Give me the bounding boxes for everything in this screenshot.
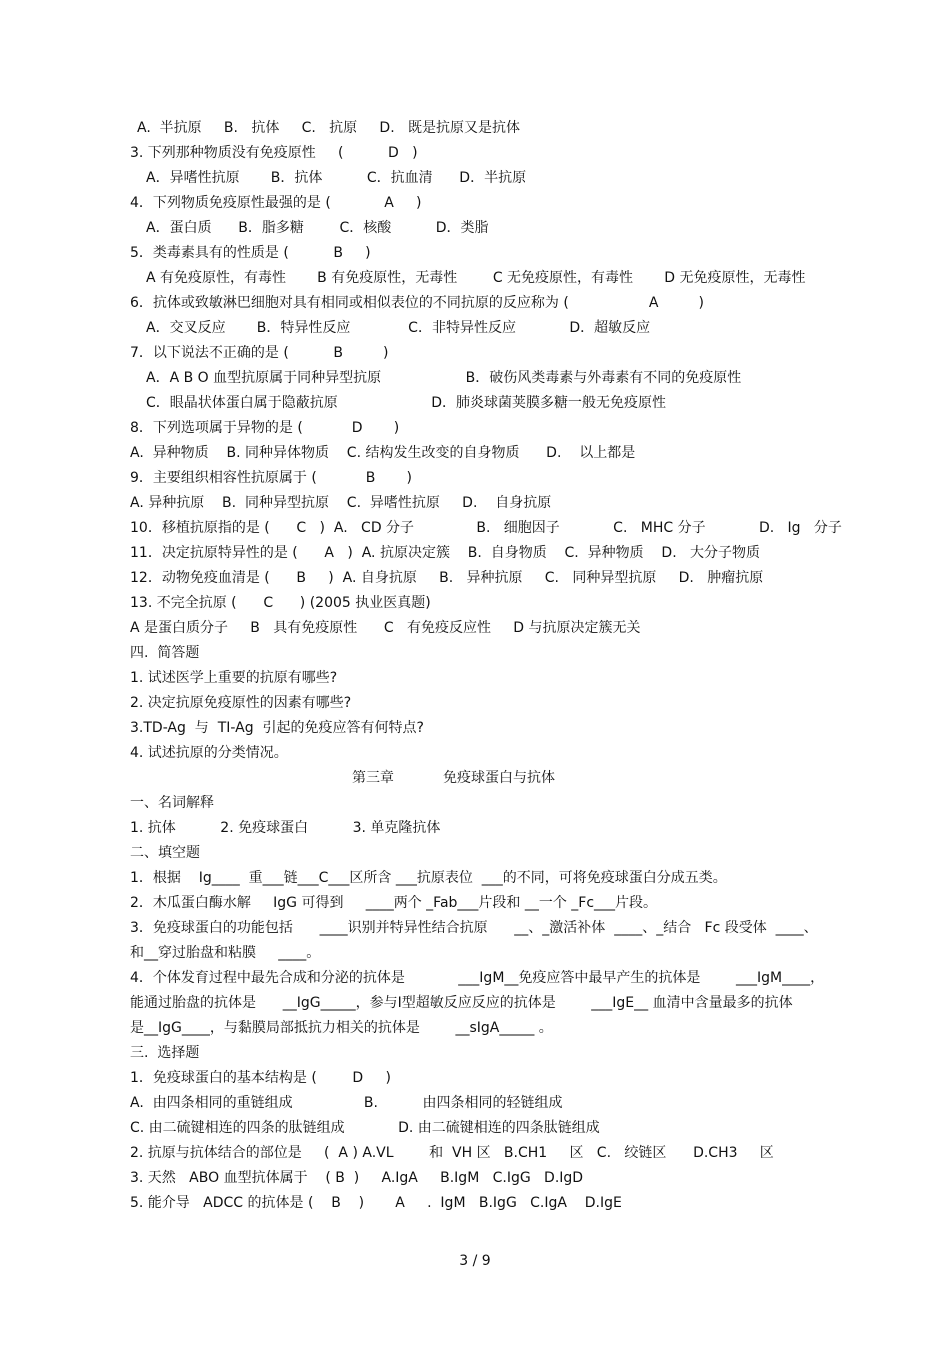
text-line: A 有免疫原性，有毒性 B 有免疫原性，无毒性 C 无免疫原性，有毒性 D 无免疫原性，无毒性 bbox=[146, 270, 806, 286]
section-heading: 一、名词解释 bbox=[130, 795, 214, 811]
text-line: A．A B O 血型抗原属于同种异型抗原 B．破伤风类毒素与外毒素有不同的免疫原性 bbox=[146, 370, 742, 386]
page-number: 3 / 9 bbox=[459, 1253, 491, 1269]
text-line: A 是蛋白质分子 B 具有免疫原性 C 有免疫反应性 D 与抗原决定簇无关 bbox=[130, 620, 641, 636]
text-line: 3.TD-Ag 与 TI-Ag 引起的免疫应答有何特点? bbox=[130, 720, 424, 736]
text-line: 5．类毒素具有的性质是 ( B ) bbox=[130, 245, 371, 261]
text-line: 13. 不完全抗原 ( C ) (2005 执业医真题) bbox=[130, 595, 431, 611]
text-line: 12．动物免疫血清是 ( B ) A. 自身抗原 B. 异种抗原 C. 同种异型抗原 D. 肿瘤抗原 bbox=[130, 570, 764, 586]
chapter-title: 第三章 免疫球蛋白与抗体 bbox=[352, 770, 555, 786]
text-line: 11．决定抗原特异性的是 ( A ) A. 抗原决定簇 B. 自身物质 C. 异种物质 D. 大分子物质 bbox=[130, 545, 761, 561]
text-line: 能通过胎盘的抗体是 __IgG_____，参与Ⅰ型超敏反应反应的抗体是 ___IgE__ 血清中含量最多的抗体 bbox=[130, 995, 793, 1011]
text-line: A．交叉反应 B．特异性反应 C．非特异性反应 D．超敏反应 bbox=[146, 320, 651, 336]
text-line: 和__穿过胎盘和粘膜 ____。 bbox=[130, 945, 321, 961]
text-line: 1．免疫球蛋白的基本结构是 ( D ) bbox=[130, 1070, 391, 1086]
text-line: A. 由四条相同的重链组成 B. 由四条相同的轻链组成 bbox=[130, 1095, 563, 1111]
text-line: 2. 抗原与抗体结合的部位是 ( A ) A.VL 和 VH 区 B.CH1 区 C. 绞链区 D.CH3 区 bbox=[130, 1145, 774, 1161]
text-line: A. 半抗原 B. 抗体 C. 抗原 D. 既是抗原又是抗体 bbox=[137, 120, 520, 136]
section-heading: 二、填空题 bbox=[130, 845, 200, 861]
text-line: 6．抗体或致敏淋巴细胞对具有相同或相似表位的不同抗原的反应称为 ( A ) bbox=[130, 295, 705, 311]
text-line: 10．移植抗原指的是 ( C ) A. CD 分子 B. 细胞因子 C. MHC 分子 D. Ig 分子 bbox=[130, 520, 842, 536]
text-line: 5. 能介导 ADCC 的抗体是 ( B ) A . IgM B.IgG C.IgA D.IgE bbox=[130, 1195, 622, 1211]
text-line: 8．下列选项属于异物的是 ( D ) bbox=[130, 420, 400, 436]
text-line: C. 由二硫键相连的四条的肽链组成 D. 由二硫键相连的四条肽链组成 bbox=[130, 1120, 600, 1136]
text-line: A. 异种抗原 B. 同种异型抗原 C. 异嗜性抗原 D. 自身抗原 bbox=[130, 495, 552, 511]
section-heading: 四. 简答题 bbox=[130, 645, 200, 661]
text-line: 3. 下列那种物质没有免疫原性 ( D ) bbox=[130, 145, 418, 161]
text-line: 3．免疫球蛋白的功能包括 ____识别并特异性结合抗原 __、_激活补体 ____、_结合 Fc 段受体 ____、 bbox=[130, 920, 818, 936]
text-line: 4. 试述抗原的分类情况。 bbox=[130, 745, 288, 761]
text-line: A．异嗜性抗原 B．抗体 C．抗血清 D．半抗原 bbox=[146, 170, 527, 186]
text-line: 9．主要组织相容性抗原属于 ( B ) bbox=[130, 470, 412, 486]
text-line: A．蛋白质 B．脂多糖 C．核酸 D．类脂 bbox=[146, 220, 489, 236]
text-line: 2. 决定抗原免疫原性的因素有哪些? bbox=[130, 695, 352, 711]
text-line: 是__IgG____，与黏膜局部抵抗力相关的抗体是 __sIgA_____ 。 bbox=[130, 1020, 553, 1036]
text-line: 2．木瓜蛋白酶水解 IgG 可得到 ____两个 _Fab___片段和 __一个 _Fc___片段。 bbox=[130, 895, 658, 911]
text-line: 1. 抗体 2. 免疫球蛋白 3. 单克隆抗体 bbox=[130, 820, 441, 836]
text-line: 4．下列物质免疫原性最强的是 ( A ) bbox=[130, 195, 422, 211]
text-line: 1．根据 Ig____ 重___链___C___区所含 ___抗原表位 ___的不同，可将免疫球蛋白分成五类。 bbox=[130, 870, 727, 886]
section-heading: 三. 选择题 bbox=[130, 1045, 200, 1061]
text-line: C．眼晶状体蛋白属于隐蔽抗原 D．肺炎球菌荚膜多糖一般无免疫原性 bbox=[146, 395, 667, 411]
text-line: 1. 试述医学上重要的抗原有哪些? bbox=[130, 670, 338, 686]
text-line: A. 异种物质 B. 同种异体物质 C. 结构发生改变的自身物质 D. 以上都是 bbox=[130, 445, 636, 461]
text-line: 4．个体发育过程中最先合成和分泌的抗体是 ___IgM__免疫应答中最早产生的抗体是 ___IgM____， bbox=[130, 970, 825, 986]
text-line: 7．以下说法不正确的是 ( B ) bbox=[130, 345, 389, 361]
text-line: 3. 天然 ABO 血型抗体属于 ( B ) A.IgA B.IgM C.IgG D.IgD bbox=[130, 1170, 584, 1186]
